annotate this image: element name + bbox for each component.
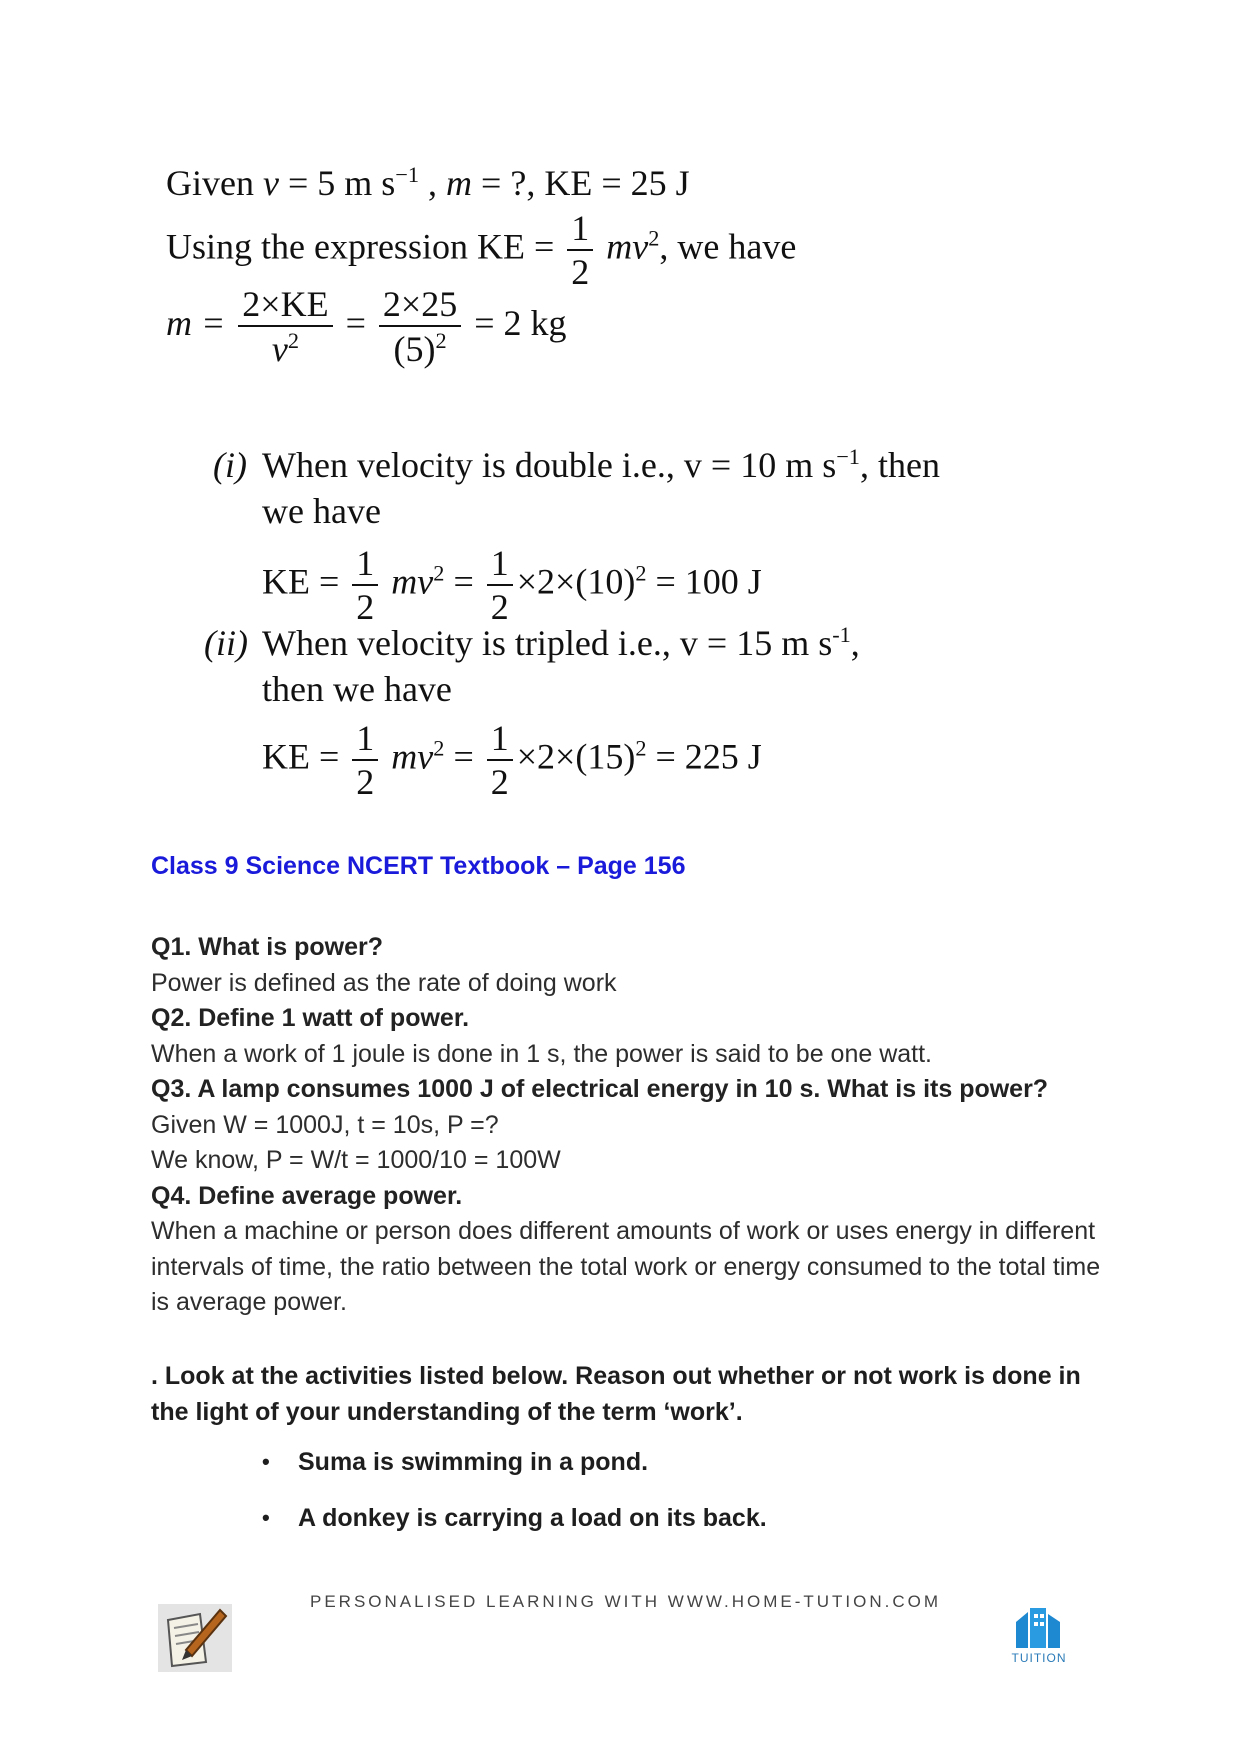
text: 1 [352, 720, 378, 761]
text: 2 [571, 252, 590, 292]
text: , [850, 623, 860, 663]
text: Using the expression KE = [166, 226, 564, 267]
footer-tagline: PERSONALISED LEARNING WITH WWW.HOME-TUTION.COM [310, 1592, 942, 1611]
text: = 225 J [655, 736, 762, 777]
fraction [567, 210, 593, 290]
text: v [271, 329, 288, 369]
text: 1 [352, 545, 378, 586]
activity-question: . Look at the activities listed below. Reason out whether or not work is done in the light of your understanding of the term ‘work’. [151, 1362, 1081, 1426]
denominator [238, 327, 332, 367]
question-4: Q4. Define average power. [151, 1181, 463, 1210]
fraction [487, 545, 513, 625]
text: m [446, 163, 473, 203]
given-line [166, 162, 690, 204]
text: When velocity is double i.e., v = 10 m s [262, 445, 837, 485]
fraction [352, 545, 378, 625]
text: m = [166, 302, 226, 343]
text: 2 [356, 587, 375, 627]
notepad-pencil-icon [158, 1604, 232, 1672]
text: KE = [262, 561, 340, 602]
home-tuition-logo-icon [1010, 1604, 1066, 1670]
text: , we have [659, 226, 797, 267]
text: 2 [433, 735, 445, 761]
case-1-text [262, 444, 940, 486]
text: mv [606, 226, 649, 267]
case-2-text [262, 622, 860, 664]
text: −1 [395, 162, 420, 187]
denominator [379, 327, 461, 367]
text: 1 [487, 720, 513, 761]
logo-caption: TUITION [1011, 1651, 1067, 1665]
text: = 2 kg [474, 302, 567, 343]
answer-4: When a machine or person does different amounts of work or uses energy in different intervals of time, the ratio between the total work or energy consumed to the total time is average power. [151, 1217, 1101, 1316]
case-2-text-2: then we have [262, 669, 452, 709]
text: , then [859, 445, 940, 485]
text: (5) [393, 329, 436, 369]
text: mv [391, 561, 434, 602]
text: = 100 J [655, 561, 762, 602]
text: ×2×(15) [516, 736, 636, 777]
list-item: • A donkey is carrying a load on its back. [262, 1500, 767, 1556]
answer-1: Power is defined as the rate of doing work [151, 968, 617, 997]
text: 2 [635, 560, 647, 586]
text: 2 [648, 225, 660, 251]
case-1-text-2: we have [262, 491, 381, 531]
fraction [238, 286, 332, 367]
text: 2 [635, 735, 647, 761]
question-2: Q2. Define 1 watt of power. [151, 1004, 470, 1032]
fraction [379, 286, 461, 367]
mass-equation [166, 286, 567, 367]
text: 2 [287, 328, 300, 353]
text: = [453, 561, 474, 602]
answer-3-line-2: We know, P = W/t = 1000/10 = 100W [151, 1146, 561, 1174]
case-1-label [213, 444, 247, 486]
text: mv [391, 736, 434, 777]
text: = [453, 736, 474, 777]
text: When velocity is tripled i.e., v = 15 m s [262, 623, 833, 663]
text: = [345, 302, 366, 343]
text: (i) [213, 445, 247, 485]
text: 2 [490, 762, 509, 802]
text: -1 [832, 622, 851, 647]
list-item: • Suma is swimming in a pond. [262, 1444, 767, 1500]
case-2-label [204, 622, 248, 664]
case-1-equation [262, 545, 762, 625]
text: = 5 m s [278, 163, 396, 203]
text: 1 [487, 545, 513, 586]
question-3: Q3. A lamp consumes 1000 J of electrical energy in 10 s. What is its power? [151, 1075, 1049, 1103]
text: ×2×(10) [516, 561, 636, 602]
text: v [262, 163, 279, 203]
text: 2 [433, 560, 445, 586]
text: KE = [262, 736, 340, 777]
fraction [487, 720, 513, 800]
case-2-equation [262, 720, 762, 800]
answer-3-line-1: Given W = 1000J, t = 10s, P =? [151, 1110, 499, 1139]
answer-2: When a work of 1 joule is done in 1 s, the power is said to be one watt. [151, 1039, 932, 1068]
text: (ii) [204, 623, 248, 663]
text: 2 [435, 328, 447, 353]
text: 2 [356, 762, 375, 802]
qa-list [151, 930, 1101, 1321]
question-1: Q1. What is power? [151, 933, 383, 961]
text: 2×25 [379, 286, 461, 327]
section-title: Class 9 Science NCERT Textbook – Page 156 [151, 852, 686, 880]
text: −1 [836, 444, 860, 469]
expression-line [166, 210, 796, 290]
text: 1 [567, 210, 593, 251]
text: = ?, KE = 25 J [472, 163, 690, 203]
text: 2×KE [238, 286, 332, 327]
text: Given [166, 163, 263, 203]
text: 2 [490, 587, 509, 627]
fraction [352, 720, 378, 800]
text: , [419, 163, 447, 203]
activity-list [262, 1444, 767, 1556]
